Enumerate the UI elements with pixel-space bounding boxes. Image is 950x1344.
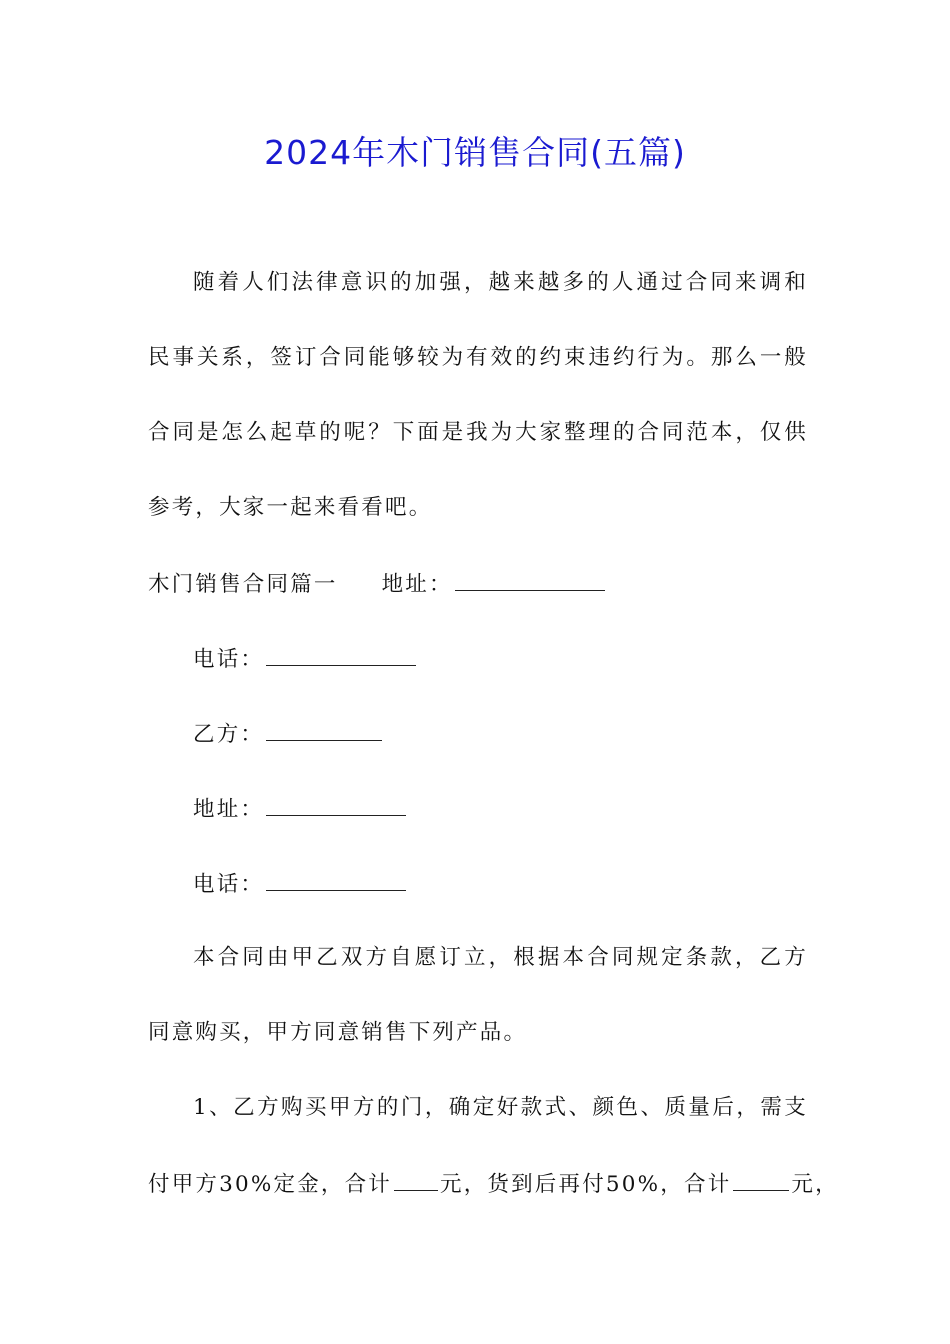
party-b-row	[193, 716, 808, 752]
party-a-phone-row	[193, 641, 808, 677]
agreement-line-2: 同意购买，甲方同意销售下列产品。	[148, 1020, 528, 1045]
intro-line-2: 民事关系，签订合同能够较为有效的约束违约行为。那么一般	[148, 345, 808, 370]
party-a-address-blank	[455, 566, 605, 591]
party-a-phone-label: 电话：	[193, 647, 265, 672]
clause1-line-2	[148, 1166, 839, 1202]
party-a-address-label: 地址：	[381, 572, 453, 597]
intro-line-4: 参考，大家一起来看看吧。	[148, 495, 433, 520]
clause1-line-1: 1、乙方购买甲方的门，确定好款式、颜色、质量后，需支	[193, 1095, 808, 1120]
second-payment-amount-blank	[733, 1166, 789, 1191]
party-b-phone-blank	[266, 866, 406, 891]
section1-heading-row	[148, 566, 808, 602]
clause1-second-payment-text: 元，货到后再付50%，合计	[440, 1172, 732, 1197]
deposit-amount-blank	[394, 1166, 438, 1191]
clause1-deposit-text: 付甲方30%定金，合计	[148, 1172, 392, 1197]
party-b-phone-row	[193, 866, 808, 902]
party-b-address-blank	[266, 791, 406, 816]
clause1-yuan-text: 元，	[791, 1172, 839, 1197]
party-b-address-label: 地址：	[193, 797, 265, 822]
section1-heading: 木门销售合同篇一	[148, 572, 338, 597]
party-b-label: 乙方：	[193, 722, 265, 747]
party-b-blank	[266, 716, 382, 741]
party-b-phone-label: 电话：	[193, 872, 265, 897]
party-b-address-row	[193, 791, 808, 827]
agreement-line-1: 本合同由甲乙双方自愿订立，根据本合同规定条款，乙方	[193, 945, 808, 970]
intro-line-1: 随着人们法律意识的加强，越来越多的人通过合同来调和	[193, 270, 808, 295]
document-title: 2024年木门销售合同(五篇)	[264, 133, 686, 172]
intro-line-3: 合同是怎么起草的呢？下面是我为大家整理的合同范本，仅供	[148, 420, 808, 445]
party-a-phone-blank	[266, 641, 416, 666]
